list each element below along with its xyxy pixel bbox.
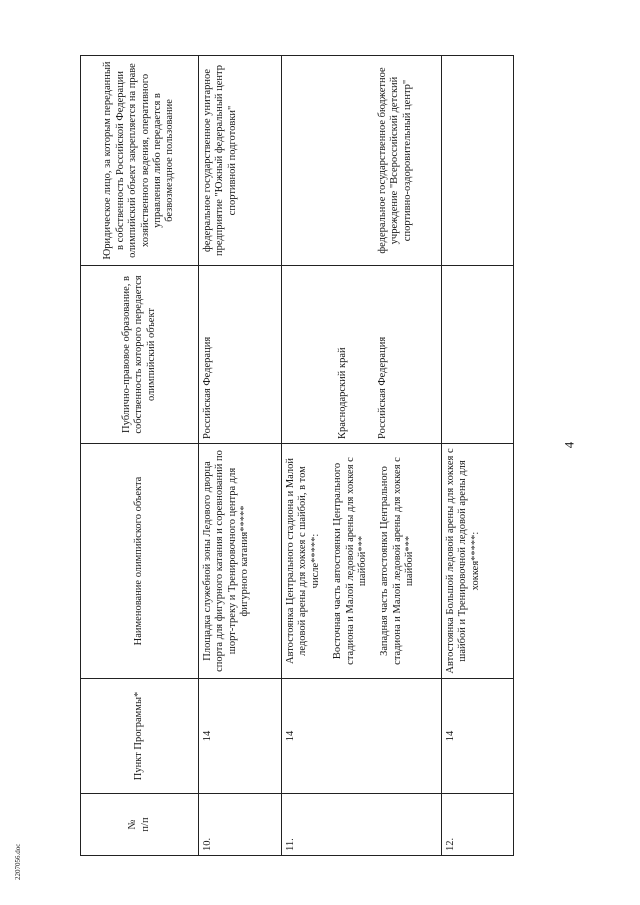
sub-legal-entity: федеральное государственное бюджетное учреждение "Всероссийский детский спортивно-оздоровительный центр" [377, 67, 413, 254]
row-num: 11. [282, 794, 442, 856]
row-owner-entity: Российская Федерация [199, 266, 282, 444]
row-legal-entity-stack [282, 56, 442, 266]
page-number: 4 [561, 441, 577, 449]
sub-owner-entity: Краснодарский край [337, 347, 348, 439]
table-row [282, 56, 442, 856]
olympic-objects-table [80, 55, 514, 856]
row-object-name-stack [282, 444, 442, 679]
row-owner-entity-stack [282, 266, 442, 444]
rotated-table-container [80, 56, 513, 856]
row-object-name: Площадка служебной зоны Ледового дворца спорта для фигурного катания и соревнований по шорт-треку и Тренировочного центра для фигурного катания***** [199, 444, 282, 679]
document-filename: 2207056.doc [14, 843, 22, 880]
sub-owner-entity: Российская Федерация [377, 336, 388, 439]
row-legal-entity [442, 56, 514, 266]
row-num: 12. [442, 794, 514, 856]
header-object-name: Наименование олимпийского объекта [81, 444, 199, 679]
sub-object-name: Западная часть автостоянки Центрального стадиона и Малой ледовой арены для хоккея с шайбой*** [379, 457, 415, 665]
row-object-name: Автостоянка Большой ледовой арены для хоккея с шайбой и Тренировочной ледовой арены для хоккея*****: [442, 444, 514, 679]
table-row [442, 56, 514, 856]
header-num: № п/п [81, 794, 199, 856]
row-num: 10. [199, 794, 282, 856]
header-owner-entity: Публично-правовое образование, в собственность которого передается олимпийский объект [81, 266, 199, 444]
sub-legal-entity [285, 60, 377, 261]
header-legal-entity: Юридическое лицо, за которым переданный в собственность Российской Федерации олимпийский объект закрепляется на праве хозяйственного ведения, оперативного управления либо передается в безвозмездное пользование [81, 56, 199, 266]
sub-object-name: Восточная часть автостоянки Центрального стадиона и Малой ледовой арены для хоккея с шайбой*** [332, 457, 368, 665]
table-row [199, 56, 282, 856]
row-owner-entity [285, 270, 337, 439]
row-program-item: 14 [442, 679, 514, 794]
header-program-item: Пункт Программы* [81, 679, 199, 794]
row-owner-entity [442, 266, 514, 444]
table-header-row [81, 56, 199, 856]
row-legal-entity: федеральное государственное унитарное предприятие "Южный федеральный центр спортивной подготовки" [199, 56, 282, 266]
row-program-item: 14 [199, 679, 282, 794]
row-program-item: 14 [282, 679, 442, 794]
row-object-name: Автостоянка Центрального стадиона и Малой ледовой арены для хоккея с шайбой, в том числе*****: [285, 457, 321, 665]
